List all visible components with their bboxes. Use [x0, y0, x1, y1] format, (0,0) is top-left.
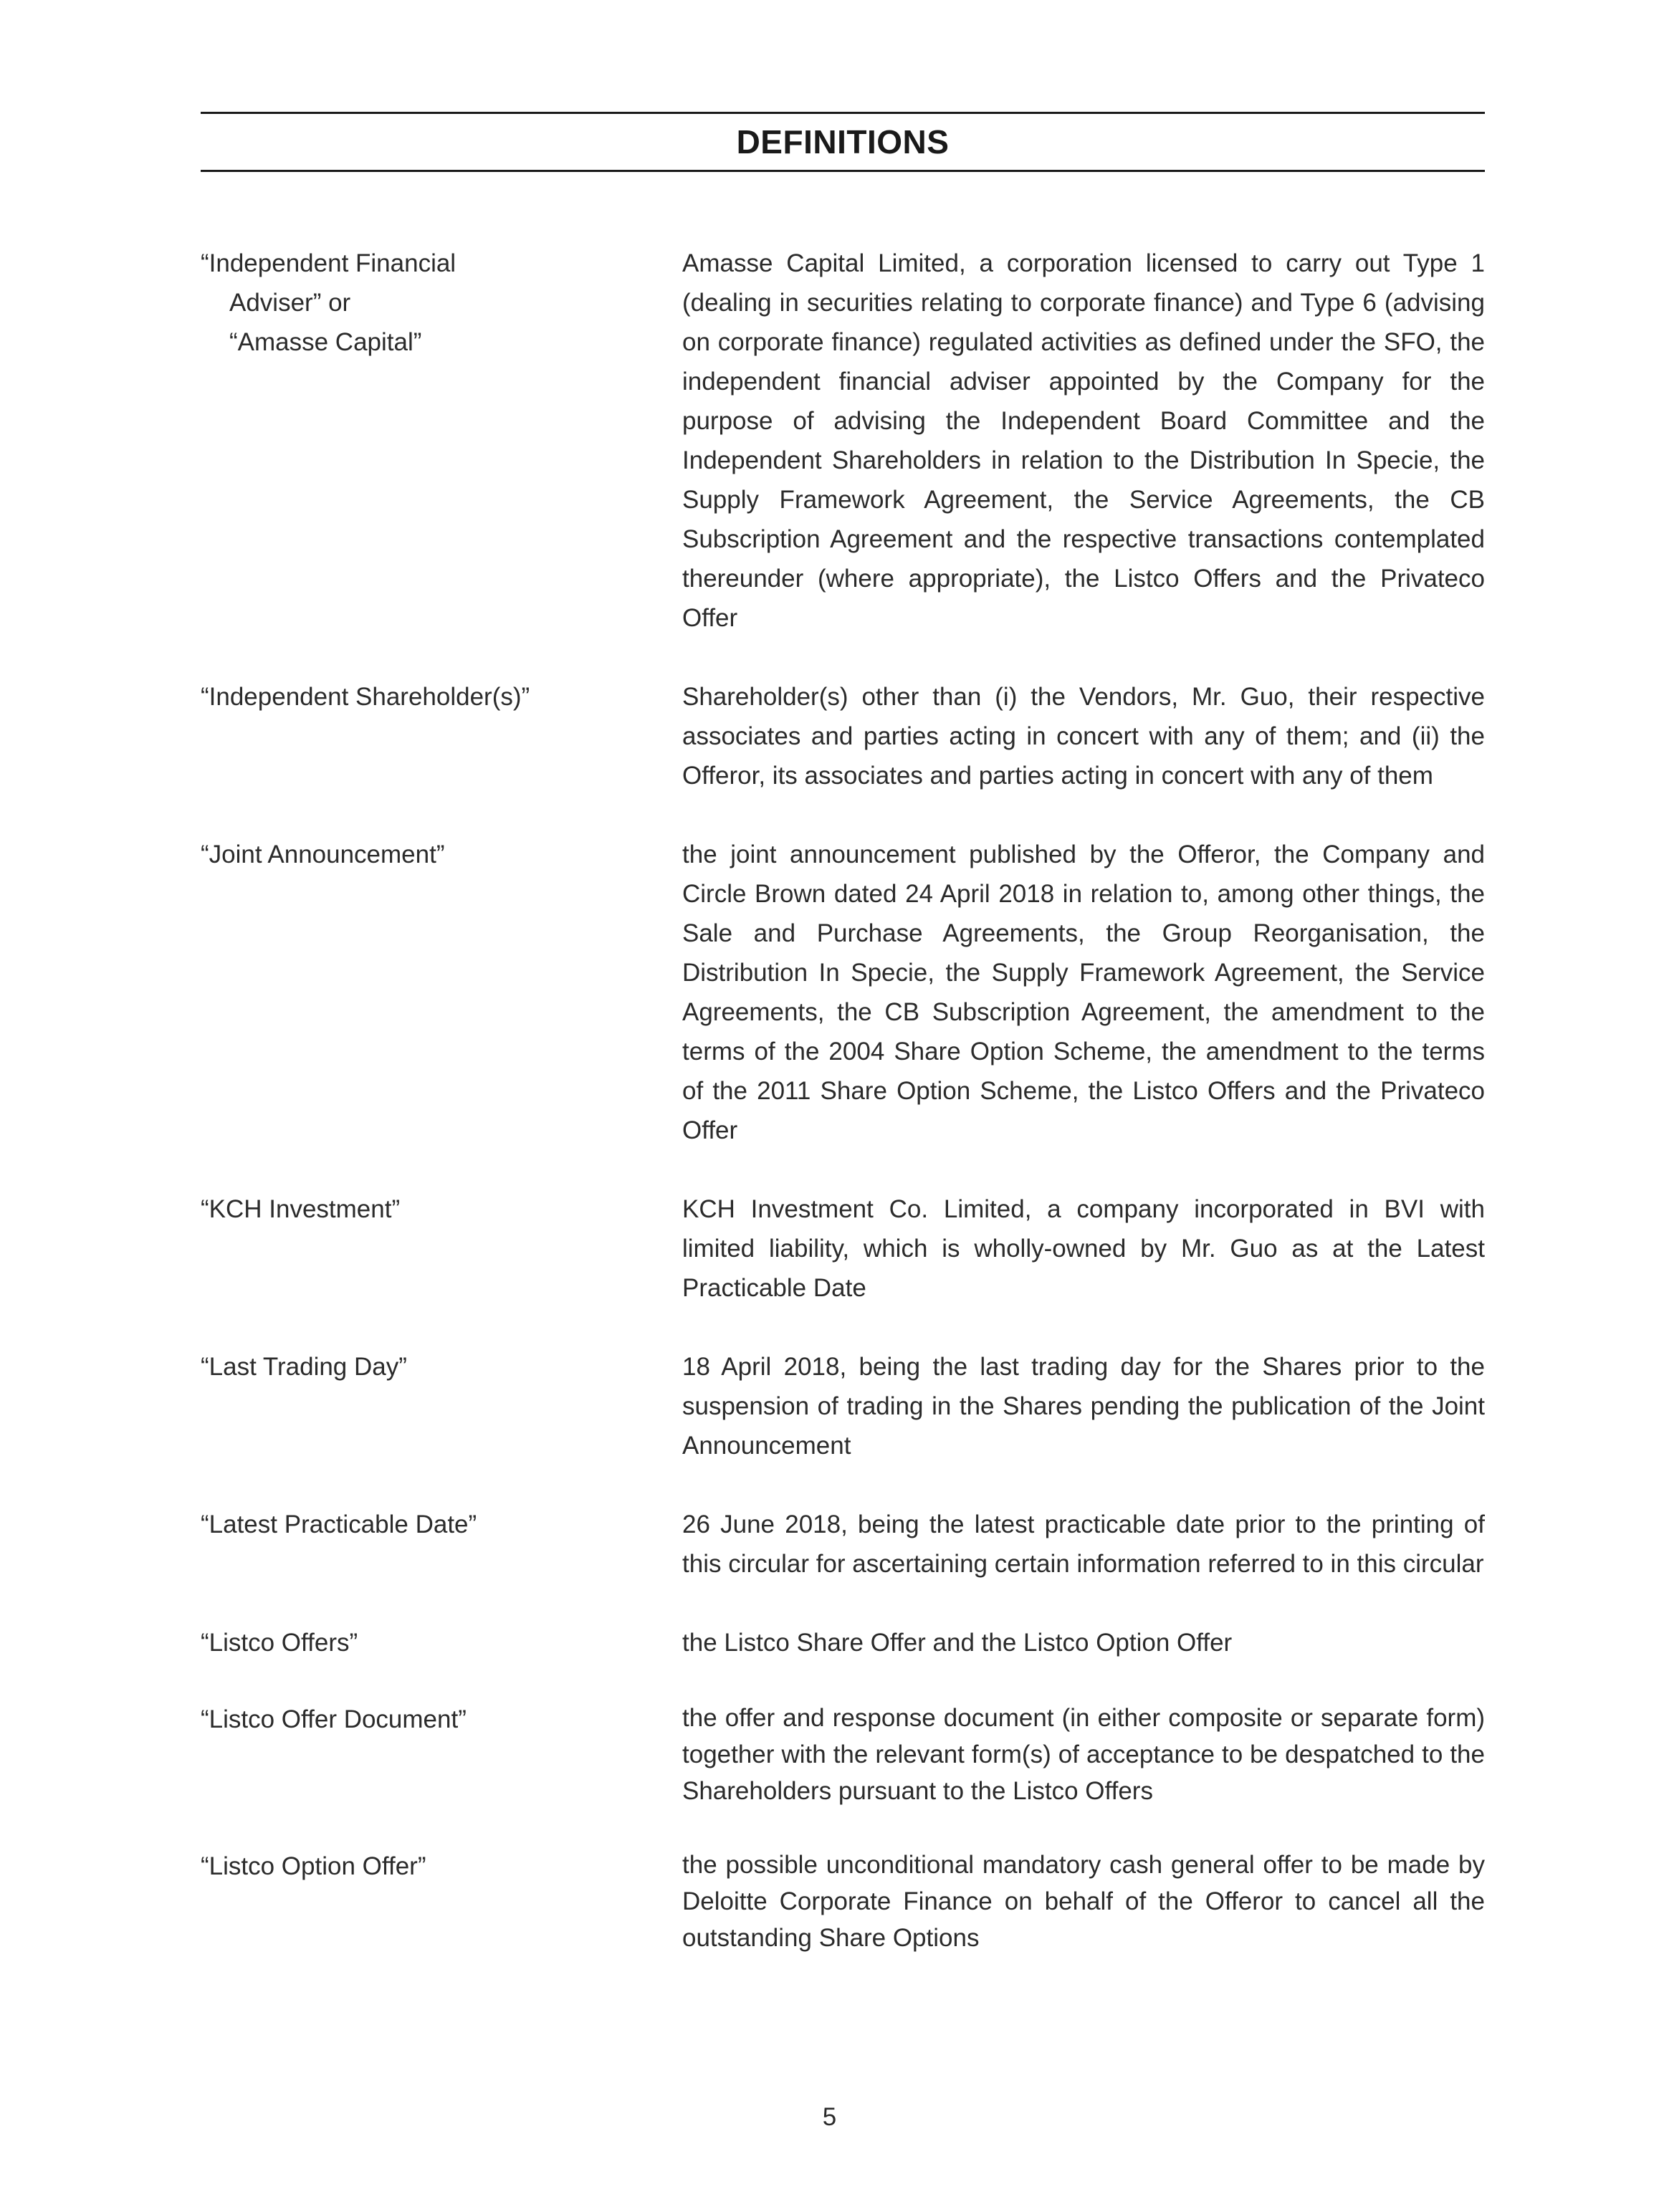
term-line: “Listco Offer Document” — [201, 1705, 467, 1733]
term-line: “KCH Investment” — [201, 1195, 401, 1223]
header-bottom-rule — [201, 170, 1485, 172]
definition-term — [201, 835, 682, 1150]
definition-entry — [201, 1347, 1485, 1465]
term-line: “Joint Announcement” — [201, 841, 445, 868]
definition-term — [201, 1623, 682, 1662]
definition-description: Shareholder(s) other than (i) the Vendors, Mr. Guo, their respective associates and parties acting in concert with any of them; and (ii) the Offeror, its associates and parties acting in concert with any of them — [682, 683, 1485, 790]
term-line: “Listco Option Offer” — [201, 1852, 426, 1880]
definition-term — [201, 1700, 682, 1809]
definition-entry — [201, 835, 1485, 1150]
definition-term — [201, 1189, 682, 1308]
definition-entry — [201, 677, 1485, 795]
term-line: “Last Trading Day” — [201, 1353, 407, 1381]
definition-description: the Listco Share Offer and the Listco Option Offer — [682, 1629, 1233, 1657]
definition-entry — [201, 1700, 1485, 1809]
definition-description: the possible unconditional mandatory cash general offer to be made by Deloitte Corporate Finance on behalf of the Offeror to cancel all the outstanding Share Options — [682, 1851, 1485, 1952]
definition-description: Amasse Capital Limited, a corporation licensed to carry out Type 1 (dealing in securities relating to corporate finance) and Type 6 (advising on corporate finance) regulated activities as defined under the SFO, the independent financial adviser appointed by the Company for the purpose of advising the Independent Board Committee and the Independent Shareholders in relation to the Distribution In Specie, the Supply Framework Agreement, the Service Agreements, the CB Subscription Agreement and the respective transactions contemplated thereunder (where appropriate), the Listco Offers and the Privateco Offer — [682, 249, 1485, 632]
definition-description: KCH Investment Co. Limited, a company incorporated in BVI with limited liability, which is wholly-owned by Mr. Guo as at the Latest Practicable Date — [682, 1195, 1485, 1302]
definition-entry — [201, 1847, 1485, 1956]
term-line: “Independent Shareholder(s)” — [201, 683, 530, 711]
term-line: “Independent Financial — [201, 249, 456, 277]
definition-entry — [201, 244, 1485, 638]
definition-term — [201, 244, 682, 638]
definition-term — [201, 677, 682, 795]
definition-term — [201, 1505, 682, 1584]
page-title: DEFINITIONS — [736, 123, 950, 161]
term-line: “Amasse Capital” — [229, 328, 422, 356]
page-number: 5 — [822, 2103, 837, 2131]
definition-entry — [201, 1189, 1485, 1308]
term-line: “Listco Offers” — [201, 1629, 358, 1657]
definition-description: the joint announcement published by the Offeror, the Company and Circle Brown dated 24 April 2018 in relation to, among other things, the Sale and Purchase Agreements, the Group Reorganisation, the Distribution In Specie, the Supply Framework Agreement, the Service Agreements, the CB Subscription Agreement, the amendment to the terms of the 2004 Share Option Scheme, the amendment to the terms of the 2011 Share Option Scheme, the Listco Offers and the Privateco Offer — [682, 841, 1485, 1144]
term-line: Adviser” or — [229, 289, 351, 317]
definition-term — [201, 1347, 682, 1465]
definition-entry — [201, 1623, 1485, 1662]
definition-term — [201, 1847, 682, 1956]
term-line: “Latest Practicable Date” — [201, 1510, 477, 1538]
definition-entry — [201, 1505, 1485, 1584]
definitions-list — [201, 244, 1485, 1956]
definition-description: the offer and response document (in either composite or separate form) together with the relevant form(s) of acceptance to be despatched to the Shareholders pursuant to the Listco Offers — [682, 1704, 1485, 1805]
definition-description: 18 April 2018, being the last trading day for the Shares prior to the suspension of trading in the Shares pending the publication of the Joint Announcement — [682, 1353, 1485, 1460]
definition-description: 26 June 2018, being the latest practicable date prior to the printing of this circular for ascertaining certain information referred to in this circular — [682, 1510, 1485, 1578]
page-header — [201, 112, 1485, 172]
